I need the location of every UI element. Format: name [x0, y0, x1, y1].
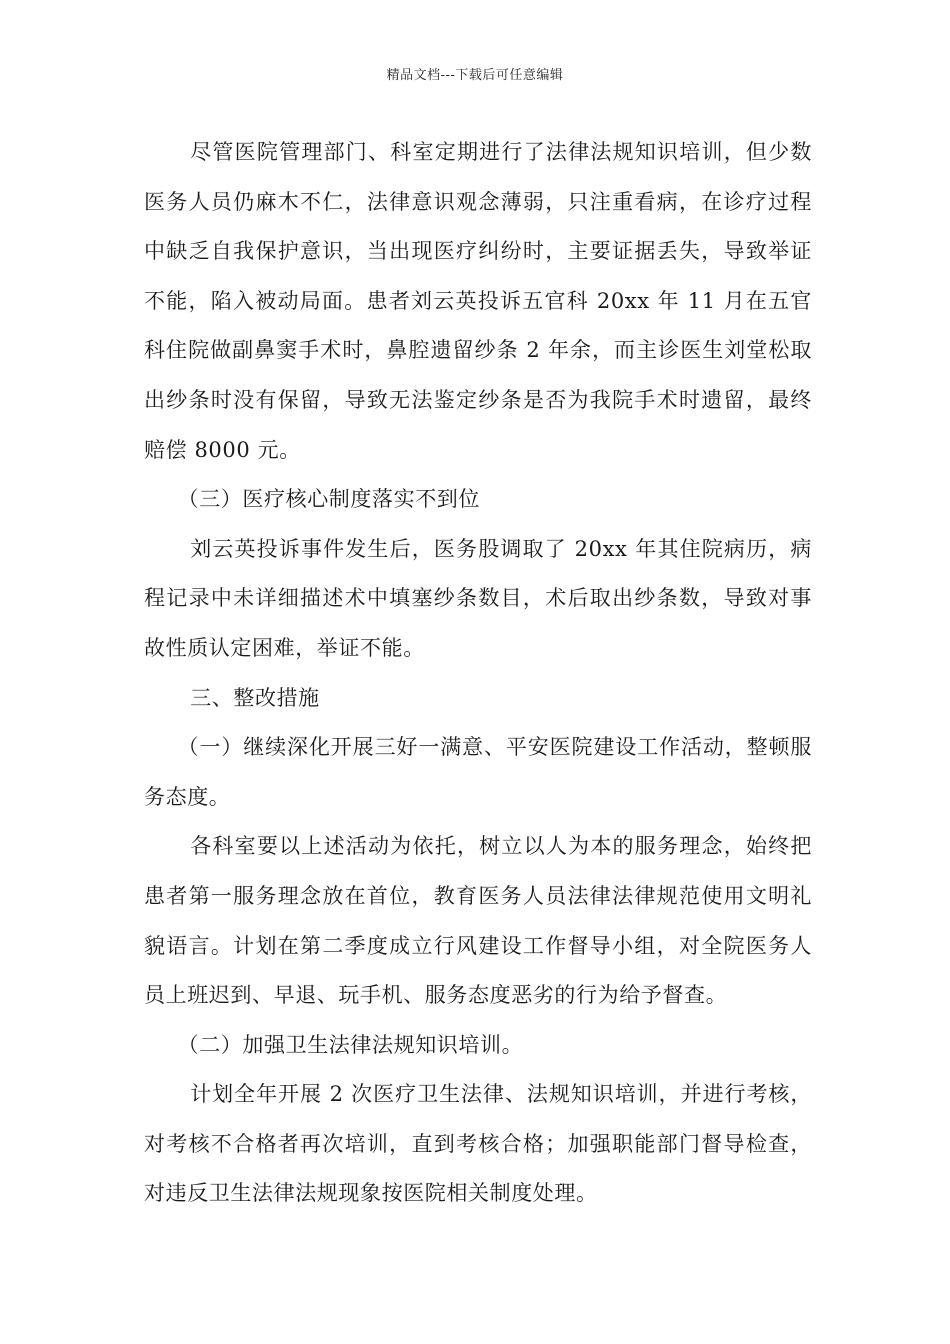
- subheading-law-training: （二）加强卫生法律法规知识培训。: [177, 1032, 524, 1057]
- section-heading-rectification: 三、整改措施: [190, 685, 320, 710]
- paragraph-medical-record: 刘云英投诉事件发生后，医务股调取了 20xx 年其住院病历，病程记录中未详细描述术中填塞纱条数目，术后取出纱条数，导致对事故性质认定困难，举证不能。: [144, 536, 812, 660]
- paragraph-evidence-loss: 尽管医院管理部门、科室定期进行了法律法规知识培训，但少数医务人员仍麻木不仁，法律意识观念薄弱，只注重看病，在诊疗过程中缺乏自我保护意识，当出现医疗纠纷时，主要证据丢失，导致举证不能，陷入被动局面。患者刘云英投诉五官科 20xx 年 11 月在五官科住院做副鼻窦手术时，鼻腔遗留纱条 2 年余，而主诊医生刘堂松取出纱条时没有保留，导致无法鉴定纱条是否为我院手术时遗留，最终赔偿 8000 元。: [144, 140, 812, 462]
- page-header: 精品文档---下载后可任意编辑: [386, 68, 564, 83]
- subheading-service-attitude: （一）继续深化开展三好一满意、平安医院建设工作活动，整顿服务态度。: [144, 735, 812, 809]
- document-body: [144, 128, 812, 1219]
- paragraph-training-plan: 计划全年开展 2 次医疗卫生法律、法规知识培训，并进行考核，对考核不合格者再次培训，直到考核合格；加强职能部门督导检查，对违反卫生法律法规现象按医院相关制度处理。: [144, 1082, 812, 1206]
- paragraph-service-concept: 各科室要以上述活动为依托，树立以人为本的服务理念，始终把患者第一服务理念放在首位，教育医务人员法律法律规范使用文明礼貌语言。计划在第二季度成立行风建设工作督导小组，对全院医务人员上班迟到、早退、玩手机、服务态度恶劣的行为给予督查。: [144, 834, 812, 1008]
- subheading-core-system: （三）医疗核心制度落实不到位: [177, 487, 480, 512]
